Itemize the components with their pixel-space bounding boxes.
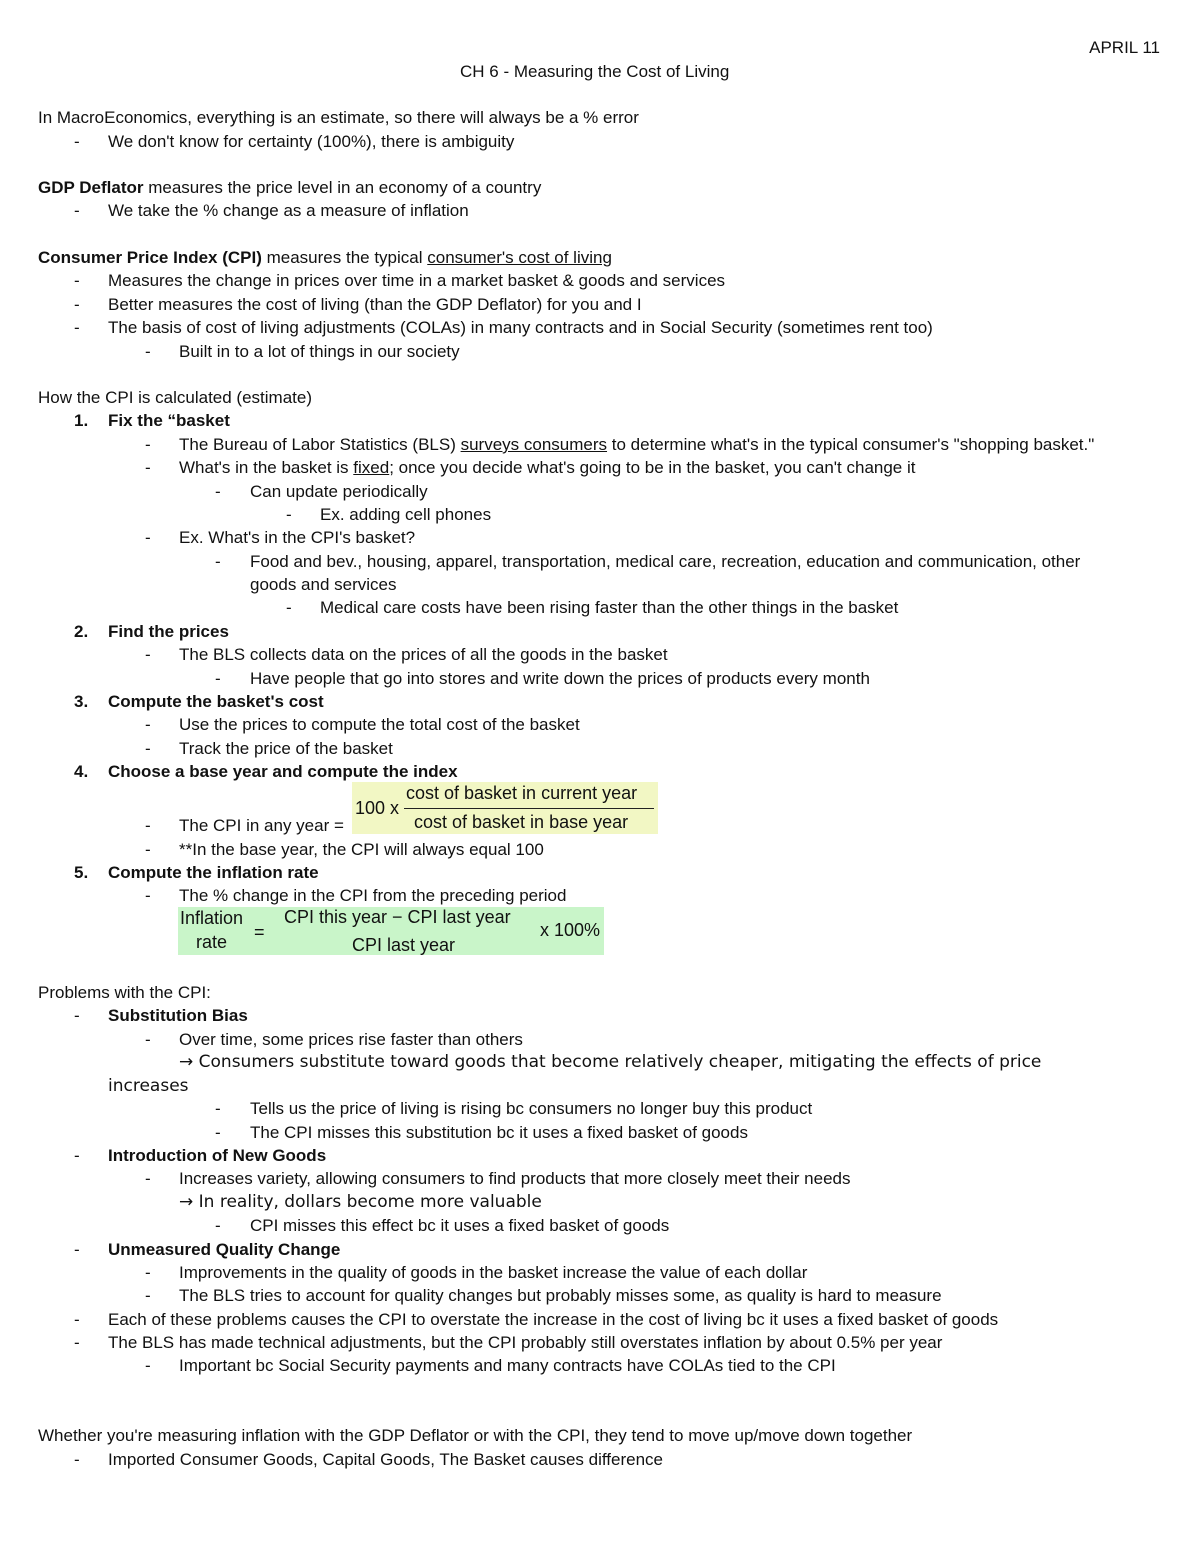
gdp-rest: measures the price level in an economy of a country [143,178,542,197]
bullet-dash: - [145,458,151,477]
step-number: 3. [74,692,89,711]
problem2-bullet-a: Increases variety, allowing consumers to find products that more closely meet their needs [179,1169,851,1188]
inflation-formula-numerator: CPI this year − CPI last year [284,907,511,927]
closing-line: Whether you're measuring inflation with the GDP Deflator or with the CPI, they tend to move up/move down together [38,1426,913,1445]
step1-a-underlined: surveys consumers [460,435,608,454]
cpi-formula-fraction-bar [404,808,654,809]
step4-title: Choose a base year and compute the index [108,762,458,781]
bullet-dash: - [145,1356,151,1375]
inflation-formula-label-2: rate [196,932,228,952]
problem2-title: Introduction of New Goods [108,1146,327,1165]
bullet-dash: - [145,435,151,454]
step1-a-post: to determine what's in the typical consumer's "shopping basket." [607,435,1095,454]
step3-bullet-b: Track the price of the basket [179,739,393,758]
bullet-dash: - [145,1286,151,1305]
bullet-dash: - [74,295,80,314]
bullet-dash: - [74,318,80,337]
step1-bullet-g: Medical care costs have been rising faster than the other things in the basket [320,598,899,617]
bullet-dash: - [215,552,221,571]
bullet-dash: - [145,840,151,859]
bullet-dash: - [215,1123,221,1142]
closing-bullet: Imported Consumer Goods, Capital Goods, The Basket causes difference [108,1450,663,1469]
problem3-bullet-a: Improvements in the quality of goods in the basket increase the value of each dollar [179,1263,808,1282]
step2-bullet-b: Have people that go into stores and write down the prices of products every month [250,669,870,688]
intro-line: In MacroEconomics, everything is an estimate, so there will always be a % error [38,108,639,127]
problems-tech: The BLS has made technical adjustments, but the CPI probably still overstates inflation by about 0.5% per year [108,1333,943,1352]
step-number: 5. [74,863,89,882]
problem3-bullet-b: The BLS tries to account for quality changes but probably misses some, as quality is hard to measure [179,1286,942,1305]
bullet-dash: - [215,1099,221,1118]
bullet-dash: - [74,201,80,220]
step1-b-pre: What's in the basket is [179,458,354,477]
problem1-bullet-a: Over time, some prices rise faster than others [179,1030,523,1049]
cpi-bullet-1: Measures the change in prices over time in a market basket & goods and services [108,271,726,290]
step1-bullet-d: Ex. adding cell phones [320,505,492,524]
bullet-dash: - [74,1240,80,1259]
bullet-dash: - [74,1006,80,1025]
calc-heading: How the CPI is calculated (estimate) [38,388,312,407]
gdp-term: GDP Deflator [38,178,144,197]
problem1-bullet-b: Tells us the price of living is rising bc consumers no longer buy this product [250,1099,813,1118]
bullet-dash: - [215,1216,221,1235]
bullet-dash: - [286,505,292,524]
bullet-dash: - [74,1146,80,1165]
bullet-dash: - [145,1263,151,1282]
gdp-bullet: We take the % change as a measure of inflation [108,201,469,220]
problem1-arrow-line-1: → Consumers substitute toward goods that become relatively cheaper, mitigating the effects of price [179,1052,1042,1072]
step3-bullet-a: Use the prices to compute the total cost of the basket [179,715,580,734]
step4-bullet-b: **In the base year, the CPI will always equal 100 [179,840,544,859]
bullet-dash: - [145,739,151,758]
step-number: 4. [74,762,89,781]
problem3-title: Unmeasured Quality Change [108,1240,341,1259]
bullet-dash: - [145,715,151,734]
bullet-dash: - [74,1333,80,1352]
page-title: CH 6 - Measuring the Cost of Living [460,62,730,81]
page-date: APRIL 11 [1089,38,1160,57]
problem1-bullet-c: The CPI misses this substitution bc it uses a fixed basket of goods [250,1123,748,1142]
bullet-dash: - [215,482,221,501]
bullet-dash: - [74,132,80,151]
cpi-formula-numerator: cost of basket in current year [406,783,638,803]
cpi-sub-bullet: Built in to a lot of things in our society [179,342,460,361]
step3-title: Compute the basket's cost [108,692,324,711]
bullet-dash: - [145,645,151,664]
step1-bullet-f2: goods and services [250,575,397,594]
cpi-term: Consumer Price Index (CPI) [38,248,262,267]
problem1-arrow-line-2: increases [108,1076,189,1096]
intro-bullet: We don't know for certainty (100%), there is ambiguity [108,132,515,151]
step1-bullet-a [179,435,1094,455]
bullet-dash: - [215,669,221,688]
bullet-dash: - [145,816,151,835]
bullet-dash: - [145,1169,151,1188]
step1-b-underlined: fixed [353,458,390,477]
cpi-definition [38,248,612,268]
step1-bullet-b [179,458,916,478]
step1-bullet-f1: Food and bev., housing, apparel, transportation, medical care, recreation, education and communication, other [250,552,1081,571]
step2-bullet-a: The BLS collects data on the prices of all the goods in the basket [179,645,668,664]
cpi-bullet-2: Better measures the cost of living (than the GDP Deflator) for you and I [108,295,642,314]
bullet-dash: - [145,886,151,905]
cpi-bullet-3: The basis of cost of living adjustments (COLAs) in many contracts and in Social Security (sometimes rent too) [108,318,933,337]
cpi-formula-denominator: cost of basket in base year [414,812,629,832]
problem2-arrow-line: → In reality, dollars become more valuable [179,1192,542,1212]
bullet-dash: - [145,528,151,547]
inflation-formula-denominator: CPI last year [352,935,456,955]
step1-bullet-e: Ex. What's in the CPI's basket? [179,528,416,547]
cpi-formula-prefix: 100 x [355,798,400,818]
bullet-dash: - [74,271,80,290]
inflation-formula-equals: = [254,922,265,942]
step2-title: Find the prices [108,622,229,641]
step1-b-post: ; once you decide what's going to be in the basket, you can't change it [389,458,916,477]
problems-each: Each of these problems causes the CPI to overstate the increase in the cost of living bc it uses a fixed basket of goods [108,1310,999,1329]
bullet-dash: - [145,1030,151,1049]
bullet-dash: - [74,1450,80,1469]
bullet-dash: - [286,598,292,617]
step1-bullet-c: Can update periodically [250,482,428,501]
problems-important: Important bc Social Security payments and many contracts have COLAs tied to the CPI [179,1356,836,1375]
gdp-definition [38,178,541,198]
step-number: 1. [74,411,89,430]
problem1-title: Substitution Bias [108,1006,248,1025]
bullet-dash: - [145,342,151,361]
step5-bullet-a: The % change in the CPI from the preceding period [179,886,567,905]
step5-title: Compute the inflation rate [108,863,319,882]
step-number: 2. [74,622,89,641]
cpi-underlined: consumer's cost of living [427,248,612,267]
problem2-bullet-b: CPI misses this effect bc it uses a fixed basket of goods [250,1216,670,1235]
inflation-formula-label-1: Inflation [180,908,244,928]
step1-title: Fix the “basket [108,411,230,430]
cpi-rest: measures the typical [261,248,428,267]
step1-a-pre: The Bureau of Labor Statistics (BLS) [179,435,461,454]
step4-bullet-a: The CPI in any year = [179,816,344,835]
bullet-dash: - [74,1310,80,1329]
problems-heading: Problems with the CPI: [38,983,211,1002]
inflation-formula-suffix: x 100% [540,920,601,940]
